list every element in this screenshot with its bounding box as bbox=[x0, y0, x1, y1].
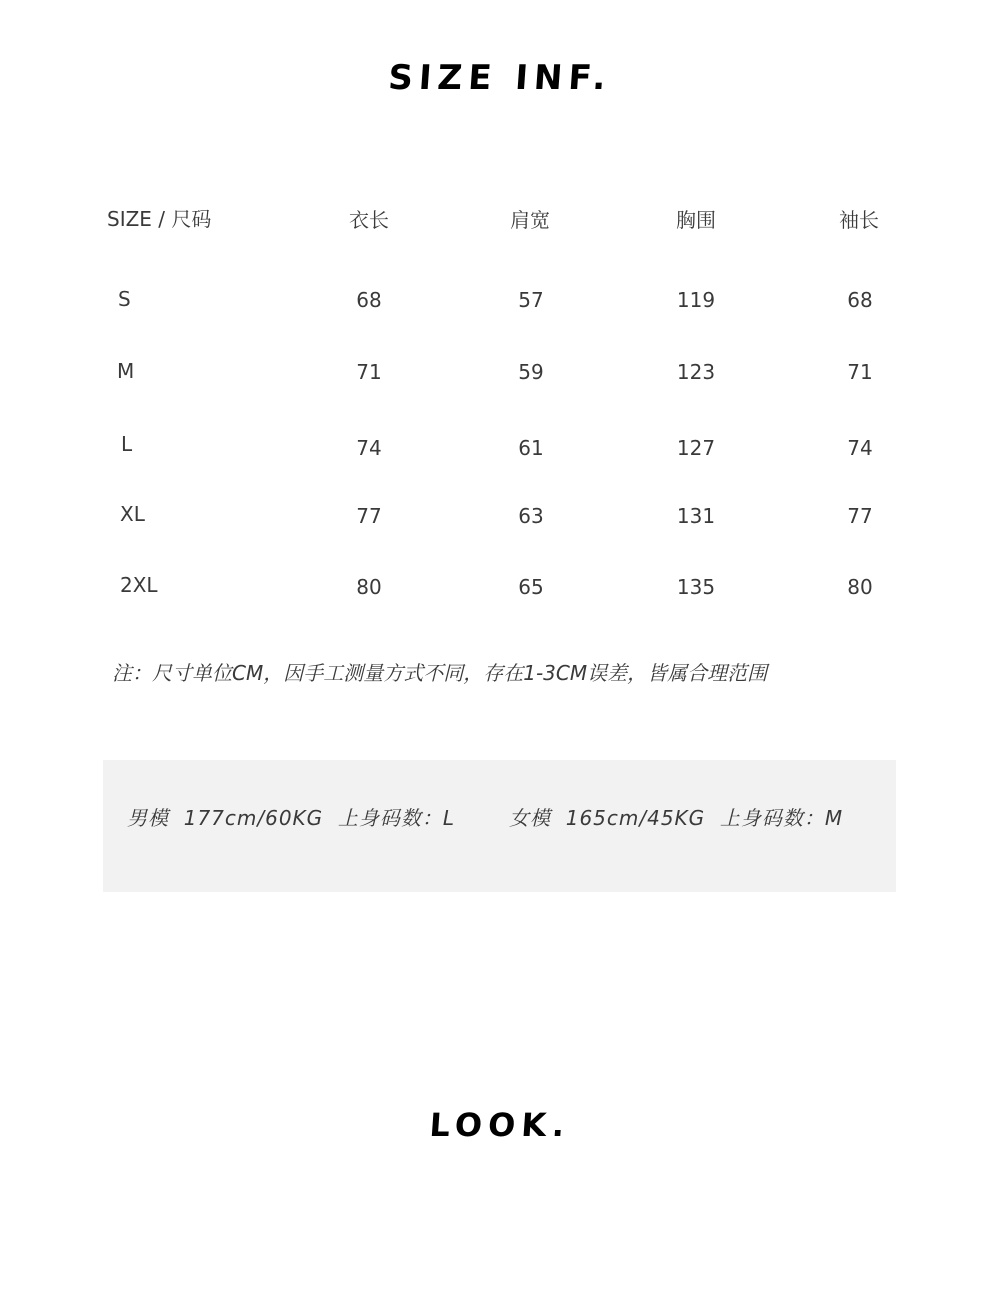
size-info-title: SIZE INF. bbox=[387, 58, 613, 98]
row-length: 80 bbox=[356, 575, 382, 599]
row-length: 77 bbox=[356, 504, 382, 528]
header-sleeve: 袖长 bbox=[839, 208, 879, 232]
row-sleeve: 80 bbox=[847, 575, 873, 599]
look-title: LOOK. bbox=[428, 1106, 572, 1144]
row-size-label: S bbox=[118, 287, 131, 311]
row-sleeve: 71 bbox=[847, 360, 873, 384]
row-shoulder: 63 bbox=[518, 504, 544, 528]
header-size: SIZE / 尺码 bbox=[107, 207, 212, 231]
row-length: 71 bbox=[356, 360, 382, 384]
row-sleeve: 68 bbox=[847, 288, 873, 312]
header-length: 衣长 bbox=[349, 208, 389, 232]
row-shoulder: 59 bbox=[518, 360, 544, 384]
row-length: 74 bbox=[356, 436, 382, 460]
female-model-info: 女模 165cm/45KG 上身码数：M bbox=[509, 806, 844, 830]
row-shoulder: 65 bbox=[518, 575, 544, 599]
row-chest: 135 bbox=[676, 575, 716, 599]
row-shoulder: 57 bbox=[518, 288, 544, 312]
row-size-label: L bbox=[121, 432, 133, 456]
header-chest: 胸围 bbox=[676, 208, 716, 232]
measurement-note: 注：尺寸单位CM，因手工测量方式不同，存在1-3CM误差，皆属合理范围 bbox=[112, 661, 768, 685]
header-shoulder: 肩宽 bbox=[510, 208, 550, 232]
row-size-label: 2XL bbox=[120, 573, 158, 597]
row-length: 68 bbox=[356, 288, 382, 312]
row-size-label: XL bbox=[120, 502, 145, 526]
row-chest: 131 bbox=[676, 504, 716, 528]
row-sleeve: 77 bbox=[847, 504, 873, 528]
row-chest: 127 bbox=[676, 436, 716, 460]
row-chest: 119 bbox=[676, 288, 716, 312]
male-model-info: 男模 177cm/60KG 上身码数：L bbox=[127, 806, 456, 830]
row-shoulder: 61 bbox=[518, 436, 544, 460]
row-chest: 123 bbox=[676, 360, 716, 384]
row-sleeve: 74 bbox=[847, 436, 873, 460]
row-size-label: M bbox=[117, 359, 135, 383]
